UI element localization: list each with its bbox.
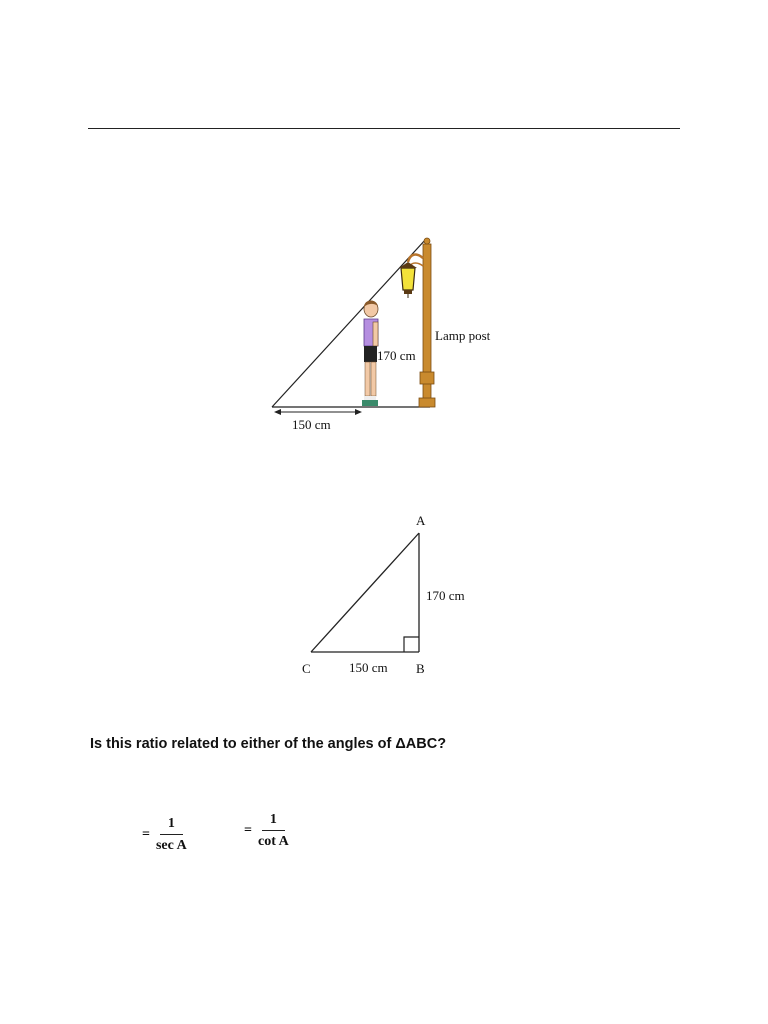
fraction-numerator: 1 (160, 816, 183, 835)
right-angle-marker (404, 637, 419, 652)
side-ab-label: 170 cm (426, 588, 465, 603)
vertex-a-label: A (416, 513, 426, 528)
lamp-post-label: Lamp post (435, 328, 491, 343)
side-cb-label: 150 cm (349, 660, 388, 675)
vertex-c-label: C (302, 661, 311, 676)
fraction-sec (142, 816, 187, 854)
boy-height-label: 170 cm (377, 348, 416, 363)
fraction-denominator: sec A (155, 838, 187, 853)
fraction-denominator: cot A (257, 834, 289, 849)
equals-sign: = (142, 827, 150, 842)
question-text: Is this ratio related to either of the angles of ΔABC? (90, 736, 447, 752)
fraction-numerator: 1 (262, 812, 285, 831)
fraction-cot (244, 812, 289, 850)
vertex-b-label: B (416, 661, 425, 676)
boy-figure (362, 300, 378, 406)
light-ray-line (272, 239, 426, 407)
equals-sign: = (244, 823, 252, 838)
side-ac (311, 533, 419, 652)
base-length-label: 150 cm (292, 417, 331, 432)
triangle-abc (311, 533, 419, 652)
